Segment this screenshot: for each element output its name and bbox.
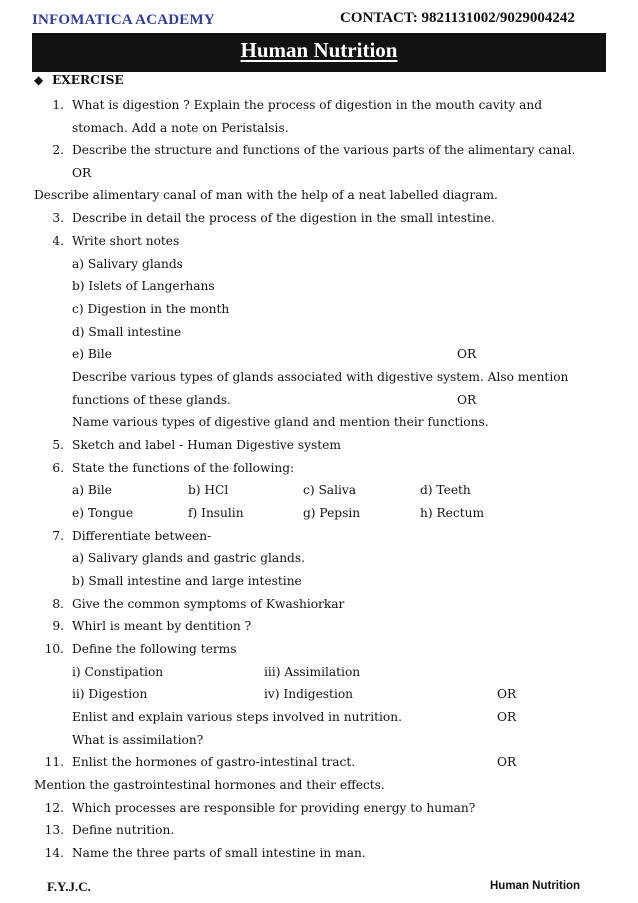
q9-number: 9. xyxy=(52,619,64,633)
q7-number: 7. xyxy=(52,529,64,543)
q10-or-2: OR xyxy=(497,710,517,724)
q1-text-cont: stomach. Add a note on Peristalsis. xyxy=(72,121,289,135)
q4-item-e: e) Bile xyxy=(72,347,112,361)
q4-text: Write short notes xyxy=(72,234,180,248)
q9-text: Whirl is meant by dentition ? xyxy=(72,619,252,633)
page-header xyxy=(0,6,638,30)
q4-number: 4. xyxy=(52,234,64,248)
q2-text: Describe the structure and functions of the various parts of the alimentary canal. xyxy=(72,143,576,157)
q10-alt2-text: What is assimilation? xyxy=(72,733,204,747)
q5-number: 5. xyxy=(52,438,64,452)
q6-item-d: d) Teeth xyxy=(420,483,471,497)
footer-subject-label: Human Nutrition xyxy=(490,880,581,892)
q1-number: 1. xyxy=(52,98,64,112)
footer-class-label: F.Y.J.C. xyxy=(47,879,91,894)
q4-item-c: c) Digestion in the month xyxy=(72,302,230,316)
q6-item-f: f) Insulin xyxy=(188,506,244,520)
q11-alt-text: Mention the gastrointestinal hormones and their effects. xyxy=(34,778,385,792)
q6-item-b: b) HCl xyxy=(188,483,229,497)
q10-alt1-text: Enlist and explain various steps involved in nutrition. xyxy=(72,710,402,724)
q6-item-g: g) Pepsin xyxy=(303,506,361,520)
q14-text: Name the three parts of small intestine in man. xyxy=(72,846,366,860)
q13-number: 13. xyxy=(44,823,64,837)
q6-item-a: a) Bile xyxy=(72,483,112,497)
q4-alt1-text-cont: functions of these glands. xyxy=(72,393,231,407)
q7-item-b: b) Small intestine and large intestine xyxy=(72,574,302,588)
q3-number: 3. xyxy=(52,211,64,225)
q4-alt2-text: Name various types of digestive gland and mention their functions. xyxy=(72,415,489,429)
q10-number: 10. xyxy=(44,642,64,656)
q4-alt1-text: Describe various types of glands associated with digestive system. Also mention xyxy=(72,370,569,384)
title-bar xyxy=(32,33,606,72)
exercise-label: EXERCISE xyxy=(52,73,124,87)
q4-or: OR xyxy=(457,347,477,361)
q6-item-c: c) Saliva xyxy=(303,483,357,497)
q12-text: Which processes are responsible for providing energy to human? xyxy=(72,801,476,815)
q2-or: OR xyxy=(72,166,92,180)
page-title: Human Nutrition xyxy=(240,38,398,62)
q6-text: State the functions of the following: xyxy=(72,461,295,475)
q11-or: OR xyxy=(497,755,517,769)
q10-item-iv: iv) Indigestion xyxy=(264,687,354,701)
q12-number: 12. xyxy=(44,801,64,815)
q13-text: Define nutrition. xyxy=(72,823,175,837)
q10-item-iii: iii) Assimilation xyxy=(264,665,361,679)
q6-item-e: e) Tongue xyxy=(72,506,134,520)
q10-item-ii: ii) Digestion xyxy=(72,687,148,701)
diamond-bullet-icon: ◆ xyxy=(34,73,44,87)
q7-item-a: a) Salivary glands and gastric glands. xyxy=(72,551,305,565)
q3-text: Describe in detail the process of the digestion in the small intestine. xyxy=(72,211,495,225)
q14-number: 14. xyxy=(44,846,64,860)
q10-text: Define the following terms xyxy=(72,642,237,656)
q11-number: 11. xyxy=(44,755,64,769)
q10-item-i: i) Constipation xyxy=(72,665,164,679)
q4-item-a: a) Salivary glands xyxy=(72,257,183,271)
q7-text: Differentiate between- xyxy=(72,529,212,543)
q4-item-d: d) Small intestine xyxy=(72,325,182,339)
exercise-heading xyxy=(34,72,124,88)
q5-text: Sketch and label - Human Digestive system xyxy=(72,438,341,452)
q8-text: Give the common symptoms of Kwashiorkar xyxy=(72,597,345,611)
q2-alt-text: Describe alimentary canal of man with the help of a neat labelled diagram. xyxy=(34,188,498,202)
q10-or-1: OR xyxy=(497,687,517,701)
q4-item-b: b) Islets of Langerhans xyxy=(72,279,215,293)
q6-number: 6. xyxy=(52,461,64,475)
contact-info: CONTACT: 9821131002/9029004242 xyxy=(340,10,575,26)
q6-item-h: h) Rectum xyxy=(420,506,484,520)
q1-text: What is digestion ? Explain the process of digestion in the mouth cavity and xyxy=(72,98,543,112)
academy-name: INFOMATICA ACADEMY xyxy=(32,12,215,28)
q4-alt1-or: OR xyxy=(457,393,477,407)
q2-number: 2. xyxy=(52,143,64,157)
q11-text: Enlist the hormones of gastro-intestinal tract. xyxy=(72,755,356,769)
q8-number: 8. xyxy=(52,597,64,611)
